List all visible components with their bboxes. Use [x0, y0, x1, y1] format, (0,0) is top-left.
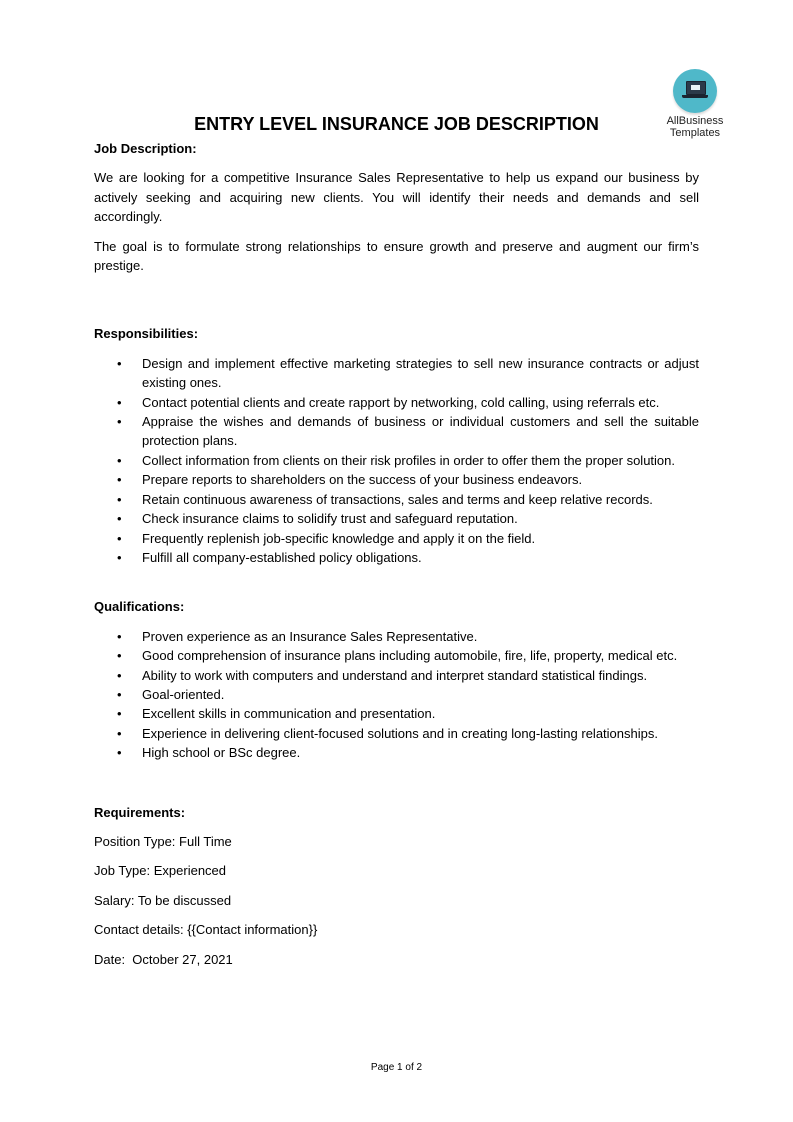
logo-line-1: AllBusiness — [666, 115, 724, 127]
list-item: • Good comprehension of insurance plans including automobile, fire, life, property, medical etc. — [117, 648, 678, 664]
list-item: • Experience in delivering client-focused solutions and in creating long-lasting relationships. — [117, 725, 658, 741]
responsibilities-heading: Responsibilities: — [94, 326, 199, 342]
list-item: • Prepare reports to shareholders on the success of your business endeavors. — [117, 472, 583, 488]
job-type-line: Job Type: Experienced — [94, 863, 227, 879]
document-title: ENTRY LEVEL INSURANCE JOB DESCRIPTION — [194, 114, 599, 134]
list-item: • Proven experience as an Insurance Sales Representative. — [117, 628, 478, 644]
logo-line-2: Templates — [669, 127, 721, 139]
list-item: • Retain continuous awareness of transactions, sales and terms and keep relative records. — [117, 491, 653, 507]
contact-details-line: Contact details: {{Contact information}} — [94, 922, 318, 938]
list-item: • Collect information from clients on their risk profiles in order to offer them the proper solution. — [117, 452, 675, 468]
laptop-icon — [673, 69, 717, 113]
page-number: Page 1 of 2 — [370, 1062, 423, 1073]
list-item: • Appraise the wishes and demands of business or individual customers and sell the suitable protection plans. — [117, 414, 699, 449]
requirements-heading: Requirements: — [94, 804, 186, 820]
list-item: • High school or BSc degree. — [117, 745, 301, 761]
qualifications-list — [94, 627, 699, 763]
date-line: Date: October 27, 2021 — [94, 951, 233, 967]
responsibilities-list — [94, 354, 699, 567]
list-item: • Fulfill all company-established policy obligations. — [117, 549, 422, 565]
list-item: • Design and implement effective marketing strategies to sell new insurance contracts or adjust existing ones. — [117, 355, 699, 391]
position-type-line: Position Type: Full Time — [94, 833, 232, 849]
document-body — [94, 139, 699, 969]
salary-line: Salary: To be discussed — [94, 892, 232, 908]
list-item: • Frequently replenish job-specific knowledge and apply it on the field. — [117, 530, 536, 546]
qualifications-heading: Qualifications: — [94, 599, 185, 615]
list-item: • Excellent skills in communication and presentation. — [117, 706, 436, 722]
job-description-heading: Job Description: — [94, 141, 197, 156]
list-item: • Check insurance claims to solidify trust and safeguard reputation. — [117, 511, 518, 527]
job-description-paragraph: The goal is to formulate strong relationships to ensure growth and preserve and augment our firm’s prestige. — [94, 238, 699, 274]
list-item: • Contact potential clients and create rapport by networking, cold calling, using referrals etc. — [117, 394, 660, 410]
list-item: • Ability to work with computers and understand and interpret standard statistical findings. — [117, 667, 648, 683]
job-description-paragraph: We are looking for a competitive Insurance Sales Representative to help us expand our business by actively seeking and acquiring new clients. You will identify their needs and demands and sell accordingly. — [94, 170, 699, 225]
list-item: • Goal-oriented. — [117, 686, 225, 702]
